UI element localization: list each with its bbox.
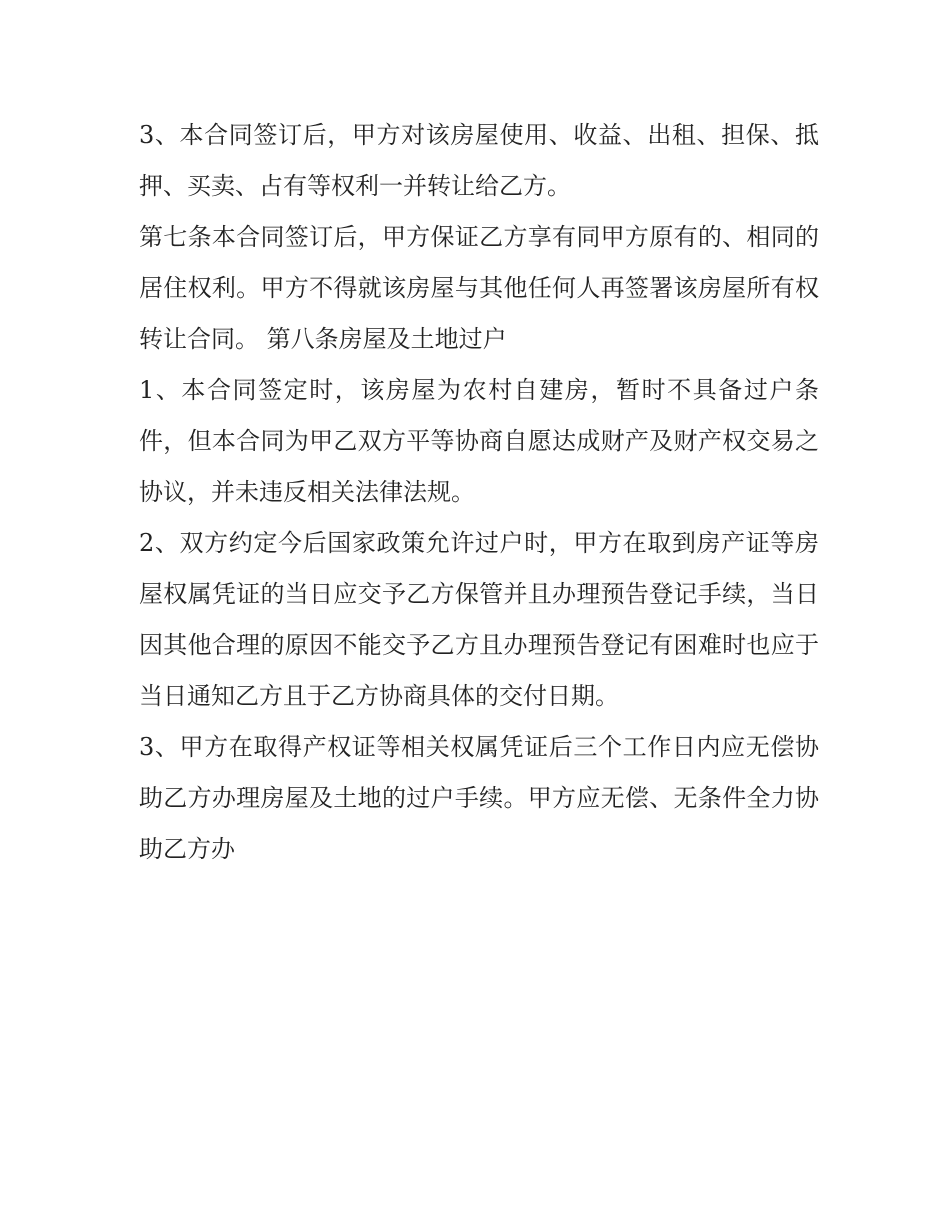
paragraph-clause-6-3: 3、本合同签订后，甲方对该房屋使用、收益、出租、担保、抵押、买卖、占有等权利一并转让给乙方。 <box>139 121 819 200</box>
paragraph-clause-8-1: 1、本合同签定时，该房屋为农村自建房，暂时不具备过户条件，但本合同为甲乙双方平等协商自愿达成财产及财产权交易之协议，并未违反相关法律法规。 <box>139 376 819 506</box>
document-body <box>139 110 819 875</box>
paragraph-article-7: 第七条本合同签订后，甲方保证乙方享有同甲方原有的、相同的居住权利。甲方不得就该房屋与其他任何人再签署该房屋所有权转让合同。 第八条房屋及土地过户 <box>139 223 819 353</box>
paragraph-clause-8-3: 3、甲方在取得产权证等相关权属凭证后三个工作日内应无偿协助乙方办理房屋及土地的过户手续。甲方应无偿、无条件全力协助乙方办 <box>139 733 819 863</box>
paragraph-clause-8-2: 2、双方约定今后国家政策允许过户时，甲方在取到房产证等房屋权属凭证的当日应交予乙方保管并且办理预告登记手续，当日因其他合理的原因不能交予乙方且办理预告登记有困难时也应于当日通知乙方且于乙方协商具体的交付日期。 <box>139 529 819 710</box>
